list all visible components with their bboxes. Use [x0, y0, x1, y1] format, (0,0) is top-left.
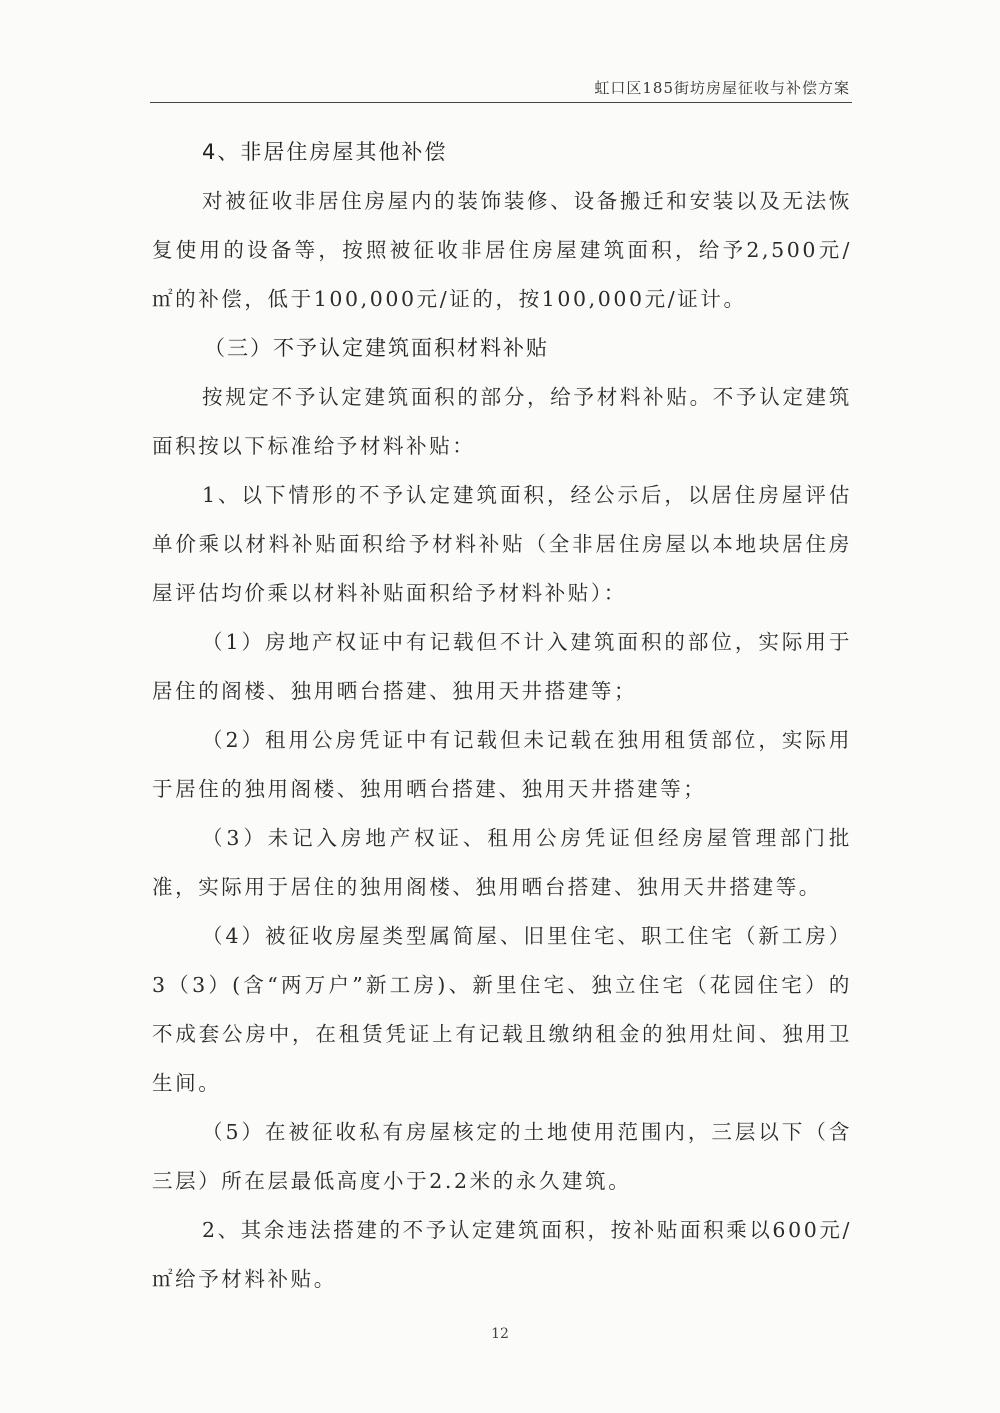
header-divider — [150, 102, 852, 103]
paragraph-subitem-3: （3）未记入房地产权证、租用公房凭证但经房屋管理部门批准，实际用于居住的独用阁楼、独用晒台搭建、独用天井搭建等。 — [152, 826, 852, 899]
running-header-title: 虹口区185街坊房屋征收与补偿方案 — [594, 79, 850, 97]
page-number: 12 — [491, 1326, 509, 1342]
paragraph-item-2: 2、其余违法搭建的不予认定建筑面积，按补贴面积乘以600元/㎡给予材料补贴。 — [152, 1218, 852, 1291]
document-body — [152, 128, 852, 1304]
paragraph-subitem-2: （2）租用公房凭证中有记载但未记载在独用租赁部位，实际用于居住的独用阁楼、独用晒台搭建、独用天井搭建等； — [152, 728, 852, 801]
section-heading-4: 4、非居住房屋其他补偿 — [202, 140, 448, 164]
paragraph-subitem-5: （5）在被征收私有房屋核定的土地使用范围内，三层以下（含三层）所在层最低高度小于2.2米的永久建筑。 — [152, 1120, 852, 1193]
paragraph-non-residential-compensation: 对被征收非居住房屋内的装饰装修、设备搬迁和安装以及无法恢复使用的设备等，按照被征收非居住房屋建筑面积，给予2,500元/㎡的补偿，低于100,000元/证的，按100,000元/证计。 — [152, 189, 852, 311]
paragraph-item-1: 1、以下情形的不予认定建筑面积，经公示后，以居住房屋评估单价乘以材料补贴面积给予材料补贴（全非居住房屋以本地块居住房屋评估均价乘以材料补贴面积给予材料补贴）： — [152, 483, 852, 605]
paragraph-subitem-4: （4）被征收房屋类型属简屋、旧里住宅、职工住宅（新工房）3（3）(含“两万户”新工房)、新里住宅、独立住宅（花园住宅）的不成套公房中，在租赁凭证上有记载且缴纳租金的独用灶间、独用卫生间。 — [152, 924, 852, 1095]
section-heading-3: （三）不予认定建筑面积材料补贴 — [204, 336, 549, 360]
paragraph-subitem-1: （1）房地产权证中有记载但不计入建筑面积的部位，实际用于居住的阁楼、独用晒台搭建、独用天井搭建等； — [152, 630, 852, 703]
paragraph-intro: 按规定不予认定建筑面积的部分，给予材料补贴。不予认定建筑面积按以下标准给予材料补贴： — [152, 385, 852, 458]
